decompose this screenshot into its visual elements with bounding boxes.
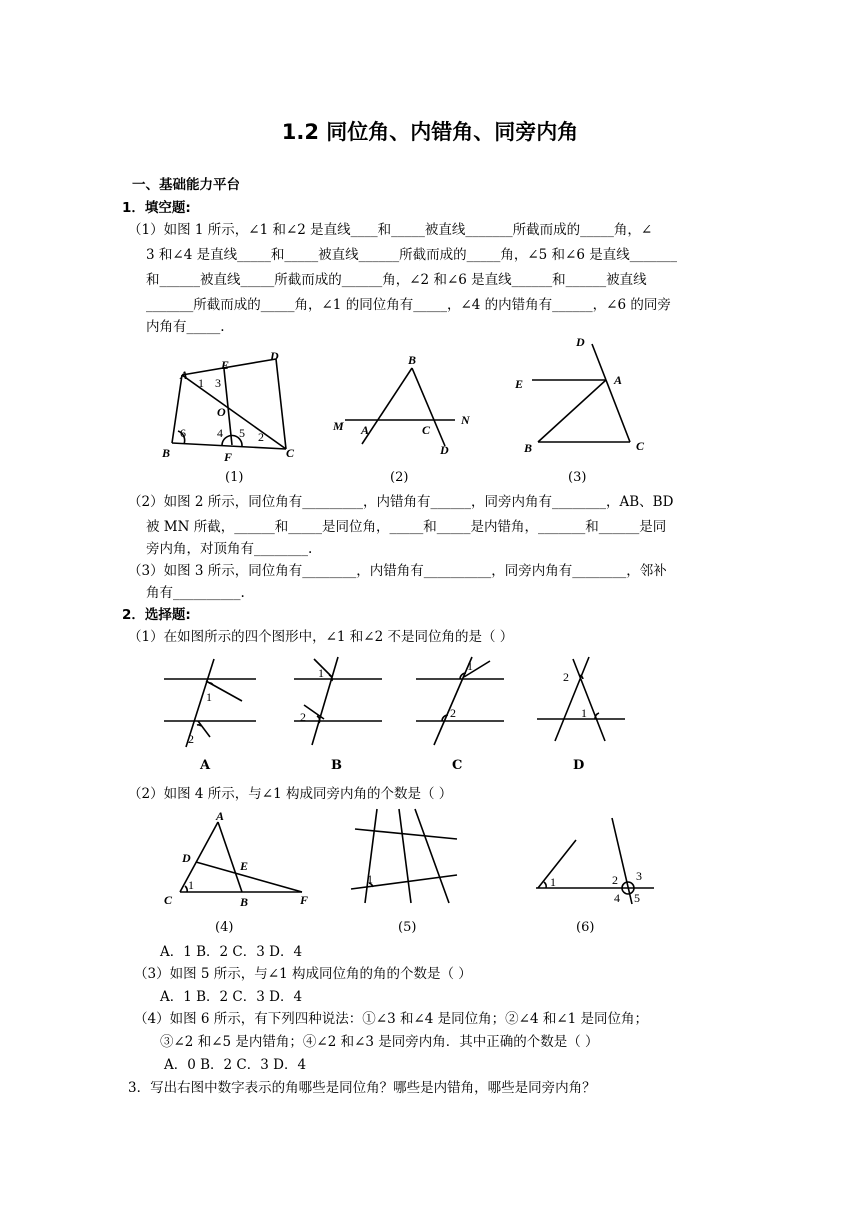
angle-3: 3 (636, 869, 642, 883)
q3-text: 3．写出右图中数字表示的角哪些是同位角？哪些是内错角，哪些是同旁内角？ (128, 1080, 596, 1096)
figure-4 (160, 808, 320, 908)
label-F: F (224, 450, 233, 464)
label-C: C (286, 446, 295, 460)
figure-3 (510, 332, 660, 460)
angle-5: 5 (634, 891, 640, 905)
label-E: E (221, 358, 230, 372)
figure-2 (330, 348, 480, 463)
q1-heading: 1．填空题: (122, 200, 191, 216)
label-E: E (515, 377, 524, 391)
angle-2: 2 (612, 873, 618, 887)
q2-heading: 2．选择题: (122, 607, 191, 623)
figure-6 (530, 810, 660, 905)
q1-3-line: （3）如图 3 所示，同位角有________，内错角有__________，同旁内角有________，邻补 (128, 563, 667, 579)
angle-1: 1 (198, 376, 204, 390)
q2-4-options: A．0 B．2 C．3 D．4 (164, 1057, 307, 1073)
label-B: B (162, 446, 171, 460)
q1-3-line: 角有__________. (146, 585, 245, 601)
q1-1-line: （1）如图 1 所示，∠1 和∠2 是直线____和_____被直线_______所截而成的_____角，∠ (128, 222, 653, 238)
q2-2-options: A．1 B．2 C．3 D．4 (160, 944, 303, 960)
label-A: A (614, 373, 623, 387)
q2-2-text: （2）如图 4 所示，与∠1 构成同旁内角的个数是（ ） (128, 786, 453, 802)
option-figure-C (412, 655, 512, 750)
label-B: B (408, 353, 417, 367)
option-caption-C: C (452, 758, 463, 773)
q2-4-line: ③∠2 和∠5 是内错角；④∠2 和∠3 是同旁内角．其中正确的个数是（ ） (160, 1034, 599, 1050)
label-A: A (180, 368, 189, 382)
caption-fig5: (5) (398, 920, 417, 935)
q1-2-line: 被 MN 所截，______和_____是同位角，_____和_____是内错角，_______和______是同 (146, 519, 667, 535)
caption-fig4: (4) (215, 920, 234, 935)
option-caption-A: A (200, 758, 211, 773)
label-D: D (576, 335, 585, 349)
angle-2: 2 (188, 732, 194, 746)
angle-1: 1 (188, 878, 194, 892)
label-M: M (333, 419, 344, 433)
angle-2: 2 (450, 706, 456, 720)
section-heading: 一、基础能力平台 (132, 177, 240, 193)
figure-1 (160, 345, 300, 465)
q1-2-line: （2）如图 2 所示，同位角有_________，内错角有______，同旁内角有________，AB、BD (128, 494, 674, 510)
option-figure-B (290, 655, 390, 750)
angle-4: 4 (217, 426, 223, 440)
angle-1: 1 (467, 659, 473, 673)
label-O: O (217, 405, 226, 419)
label-A: A (361, 423, 370, 437)
q1-1-line: 内角有_____. (146, 319, 225, 335)
label-N: N (461, 413, 470, 427)
page-title: 1.2 同位角、内错角、同旁内角 (281, 120, 579, 144)
option-caption-B: B (331, 758, 342, 773)
angle-6: 6 (180, 426, 186, 440)
option-figure-A (160, 655, 260, 750)
angle-1: 1 (206, 690, 212, 704)
label-B: B (240, 895, 249, 909)
angle-3: 3 (215, 376, 221, 390)
q1-1-line: 3 和∠4 是直线_____和_____被直线______所截而成的_____角，∠5 和∠6 是直线_______ (146, 247, 677, 263)
label-B: B (524, 441, 533, 455)
q1-2-line: 旁内角，对顶角有________. (146, 541, 313, 557)
q2-4-line: （4）如图 6 所示，有下列四种说法：①∠3 和∠4 是同位角；②∠4 和∠1 是同位角； (134, 1011, 649, 1027)
caption-fig3: (3) (568, 470, 587, 485)
label-F: F (300, 893, 309, 907)
q1-1-line: _______所截而成的_____角，∠1 的同位角有_____，∠4 的内错角有______，∠6 的同旁 (146, 297, 671, 313)
q1-1-line: 和______被直线_____所截而成的______角，∠2 和∠6 是直线______和______被直线 (146, 272, 647, 288)
angle-1: 1 (367, 872, 373, 886)
angle-1: 1 (318, 666, 324, 680)
angle-2: 2 (258, 430, 264, 444)
angle-2: 2 (563, 670, 569, 684)
label-D: D (182, 851, 191, 865)
angle-2: 2 (300, 710, 306, 724)
label-C: C (422, 423, 431, 437)
q2-3-options: A．1 B．2 C．3 D．4 (160, 989, 303, 1005)
angle-1: 1 (550, 875, 556, 889)
label-D: D (440, 443, 449, 457)
option-figure-D (535, 655, 635, 750)
option-caption-D: D (573, 758, 585, 773)
caption-fig2: (2) (390, 470, 409, 485)
caption-fig6: (6) (576, 920, 595, 935)
label-A: A (216, 809, 225, 823)
q2-1-text: （1）在如图所示的四个图形中，∠1 和∠2 不是同位角的是（ ） (128, 629, 514, 645)
label-C: C (636, 439, 645, 453)
label-E: E (240, 859, 249, 873)
label-C: C (164, 893, 173, 907)
label-D: D (270, 349, 279, 363)
caption-fig1: (1) (225, 470, 244, 485)
q2-3-text: （3）如图 5 所示，与∠1 构成同位角的角的个数是（ ） (134, 966, 472, 982)
angle-4: 4 (614, 891, 620, 905)
angle-1: 1 (581, 706, 587, 720)
figure-5 (345, 805, 465, 905)
angle-5: 5 (239, 426, 245, 440)
